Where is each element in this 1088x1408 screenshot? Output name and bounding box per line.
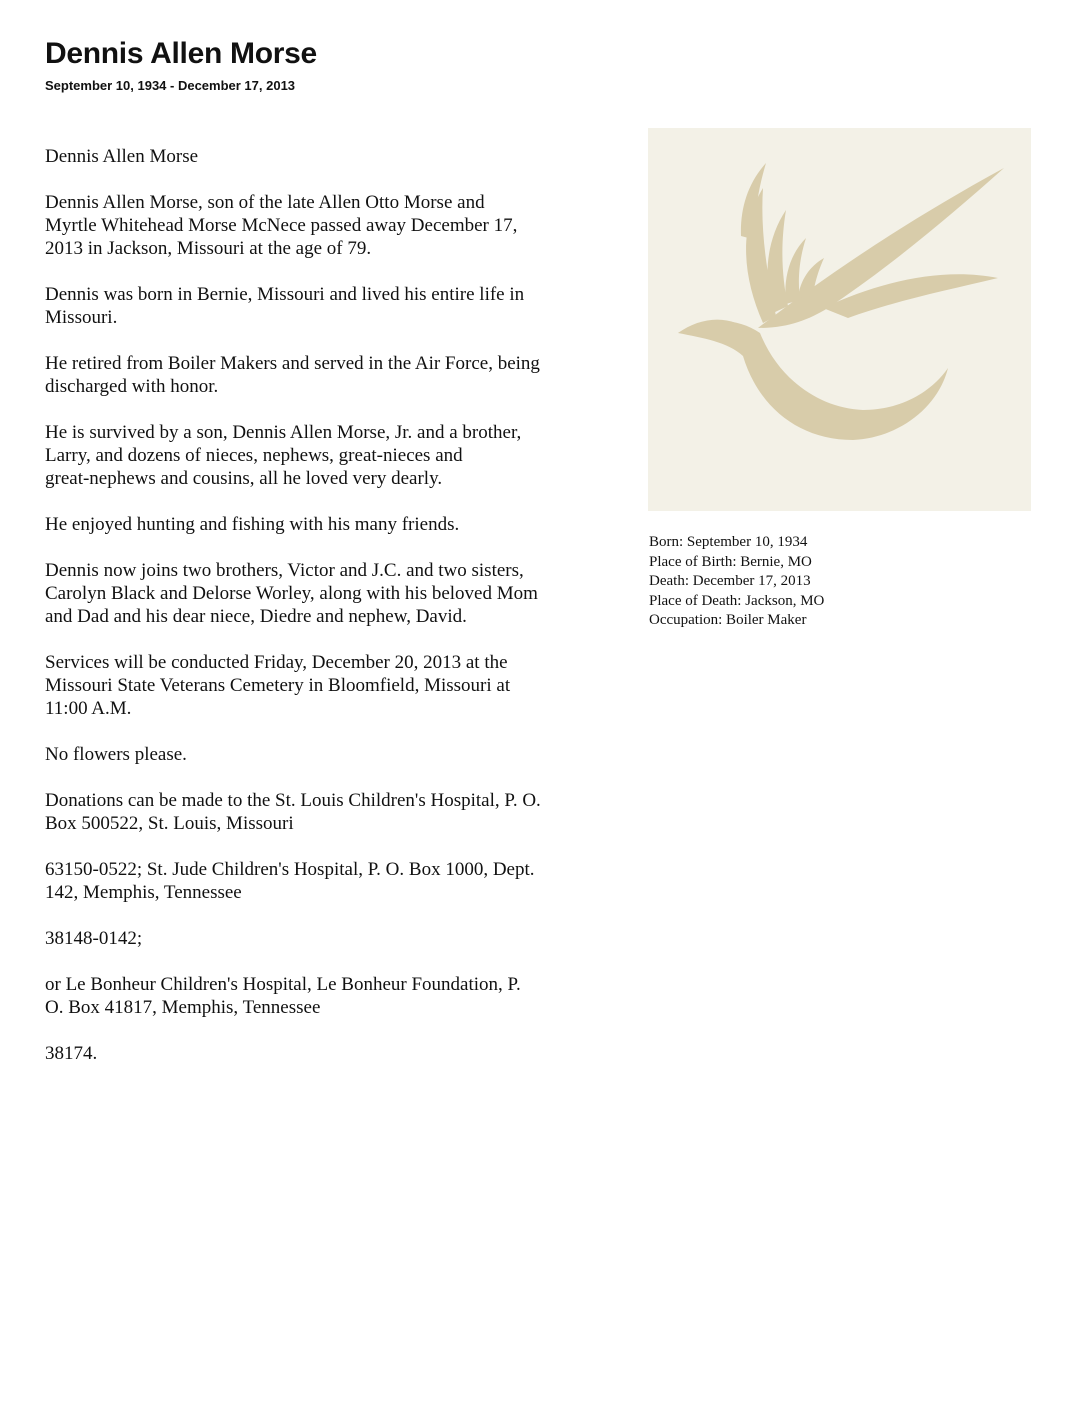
- obituary-paragraph: Donations can be made to the St. Louis Children's Hospital, P. O. Box 500522, St. Louis, Missouri: [45, 790, 541, 834]
- obituary-paragraph: or Le Bonheur Children's Hospital, Le Bonheur Foundation, P. O. Box 41817, Memphis, Tennessee: [45, 974, 521, 1018]
- life-dates: September 10, 1934 - December 17, 2013: [45, 78, 296, 93]
- obituary-paragraph: Dennis Allen Morse, son of the late Allen Otto Morse and Myrtle Whitehead Morse McNece passed away December 17, 2013 in Jackson, Missouri at the age of 79.: [45, 192, 518, 259]
- fact-death: Death: December 17, 2013: [649, 573, 811, 589]
- obituary-paragraph: 38174.: [45, 1043, 98, 1064]
- obituary-paragraph: Dennis Allen Morse: [45, 146, 199, 167]
- obituary-paragraph: Services will be conducted Friday, December 20, 2013 at the Missouri State Veterans Cemetery in Bloomfield, Missouri at 11:00 A.M.: [45, 652, 511, 719]
- obituary-header: [45, 36, 317, 94]
- obituary-paragraph: He is survived by a son, Dennis Allen Morse, Jr. and a brother, Larry, and dozens of nieces, nephews, great-nieces and great-nephews and cousins, all he loved very dearly.: [45, 422, 522, 489]
- obituary-paragraph: 63150-0522; St. Jude Children's Hospital, P. O. Box 1000, Dept. 142, Memphis, Tennessee: [45, 859, 535, 903]
- fact-place-of-death: Place of Death: Jackson, MO: [649, 592, 825, 609]
- fact-place-of-birth: Place of Birth: Bernie, MO: [649, 553, 812, 570]
- fact-born: Born: September 10, 1934: [649, 534, 808, 550]
- deceased-name: Dennis Allen Morse: [45, 37, 317, 70]
- obituary-paragraph: He retired from Boiler Makers and served in the Air Force, being discharged with honor.: [45, 353, 540, 397]
- obituary-paragraph: No flowers please.: [45, 744, 187, 765]
- obituary-text: [45, 145, 620, 1088]
- obituary-paragraph: 38148-0142;: [45, 928, 143, 949]
- obituary-paragraph: He enjoyed hunting and fishing with his many friends.: [45, 514, 460, 535]
- vital-facts: [649, 533, 824, 631]
- obituary-paragraph: Dennis was born in Bernie, Missouri and lived his entire life in Missouri.: [45, 284, 525, 328]
- fact-occupation: Occupation: Boiler Maker: [649, 612, 807, 628]
- dove-icon: [648, 128, 1031, 511]
- memorial-photo: [648, 128, 1031, 511]
- obituary-paragraph: Dennis now joins two brothers, Victor and J.C. and two sisters, Carolyn Black and Delorse Worley, along with his beloved Mom and Dad and his dear niece, Diedre and nephew, David.: [45, 560, 538, 627]
